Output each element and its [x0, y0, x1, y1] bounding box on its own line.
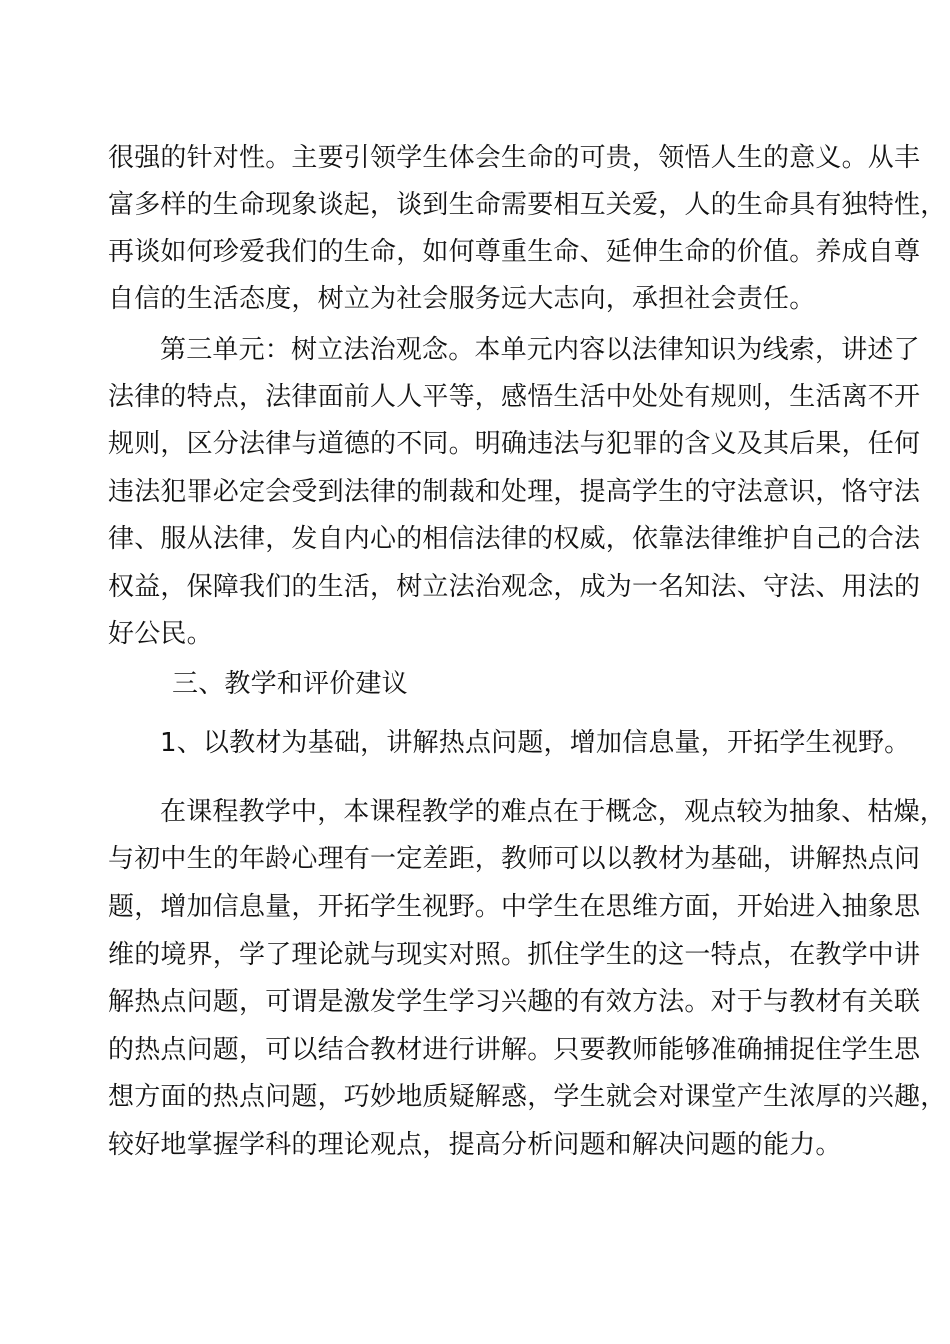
paragraph-2-line-1: 第三单元：树立法治观念。本单元内容以法律知识为线索，讲述了 [160, 335, 920, 365]
paragraph-2-line-5: 律、服从法律，发自内心的相信法律的权威，依靠法律维护自己的合法 [108, 524, 921, 554]
paragraph-1-line-3: 再谈如何珍爱我们的生命，如何尊重生命、延伸生命的价值。养成自尊 [108, 237, 921, 267]
paragraph-2-line-6: 权益，保障我们的生活，树立法治观念，成为一名知法、守法、用法的 [108, 572, 921, 602]
paragraph-3-line-8: 较好地掌握学科的理论观点，提高分析问题和解决问题的能力。 [108, 1130, 842, 1160]
paragraph-3-line-3: 题，增加信息量，开拓学生视野。中学生在思维方面，开始进入抽象思 [108, 892, 921, 922]
paragraph-2-line-2: 法律的特点，法律面前人人平等，感悟生活中处处有规则，生活离不开 [108, 382, 921, 412]
paragraph-2-line-4: 违法犯罪必定会受到法律的制裁和处理，提高学生的守法意识，恪守法 [108, 477, 921, 507]
paragraph-1-line-4: 自信的生活态度，树立为社会服务远大志向，承担社会责任。 [108, 284, 816, 314]
subheading: 1、以教材为基础，讲解热点问题，增加信息量，开拓学生视野。 [160, 728, 911, 758]
paragraph-3-line-5: 解热点问题，可谓是激发学生学习兴趣的有效方法。对于与教材有关联 [108, 987, 921, 1017]
paragraph-1-line-2: 富多样的生命现象谈起，谈到生命需要相互关爱，人的生命具有独特性， [108, 190, 947, 220]
paragraph-1-line-1: 很强的针对性。主要引领学生体会生命的可贵，领悟人生的意义。从丰 [108, 143, 921, 173]
paragraph-2-line-3: 规则，区分法律与道德的不同。明确违法与犯罪的含义及其后果，任何 [108, 429, 921, 459]
paragraph-3-line-1: 在课程教学中，本课程教学的难点在于概念，观点较为抽象、枯燥， [160, 797, 947, 827]
paragraph-3-line-7: 想方面的热点问题，巧妙地质疑解惑，学生就会对课堂产生浓厚的兴趣， [108, 1082, 947, 1112]
paragraph-2-line-7: 好公民。 [108, 619, 213, 649]
section-heading: 三、教学和评价建议 [172, 669, 408, 699]
paragraph-3-line-4: 维的境界，学了理论就与现实对照。抓住学生的这一特点，在教学中讲 [108, 940, 921, 970]
paragraph-3-line-2: 与初中生的年龄心理有一定差距，教师可以以教材为基础，讲解热点问 [108, 844, 921, 874]
paragraph-3-line-6: 的热点问题，可以结合教材进行讲解。只要教师能够准确捕捉住学生思 [108, 1035, 921, 1065]
